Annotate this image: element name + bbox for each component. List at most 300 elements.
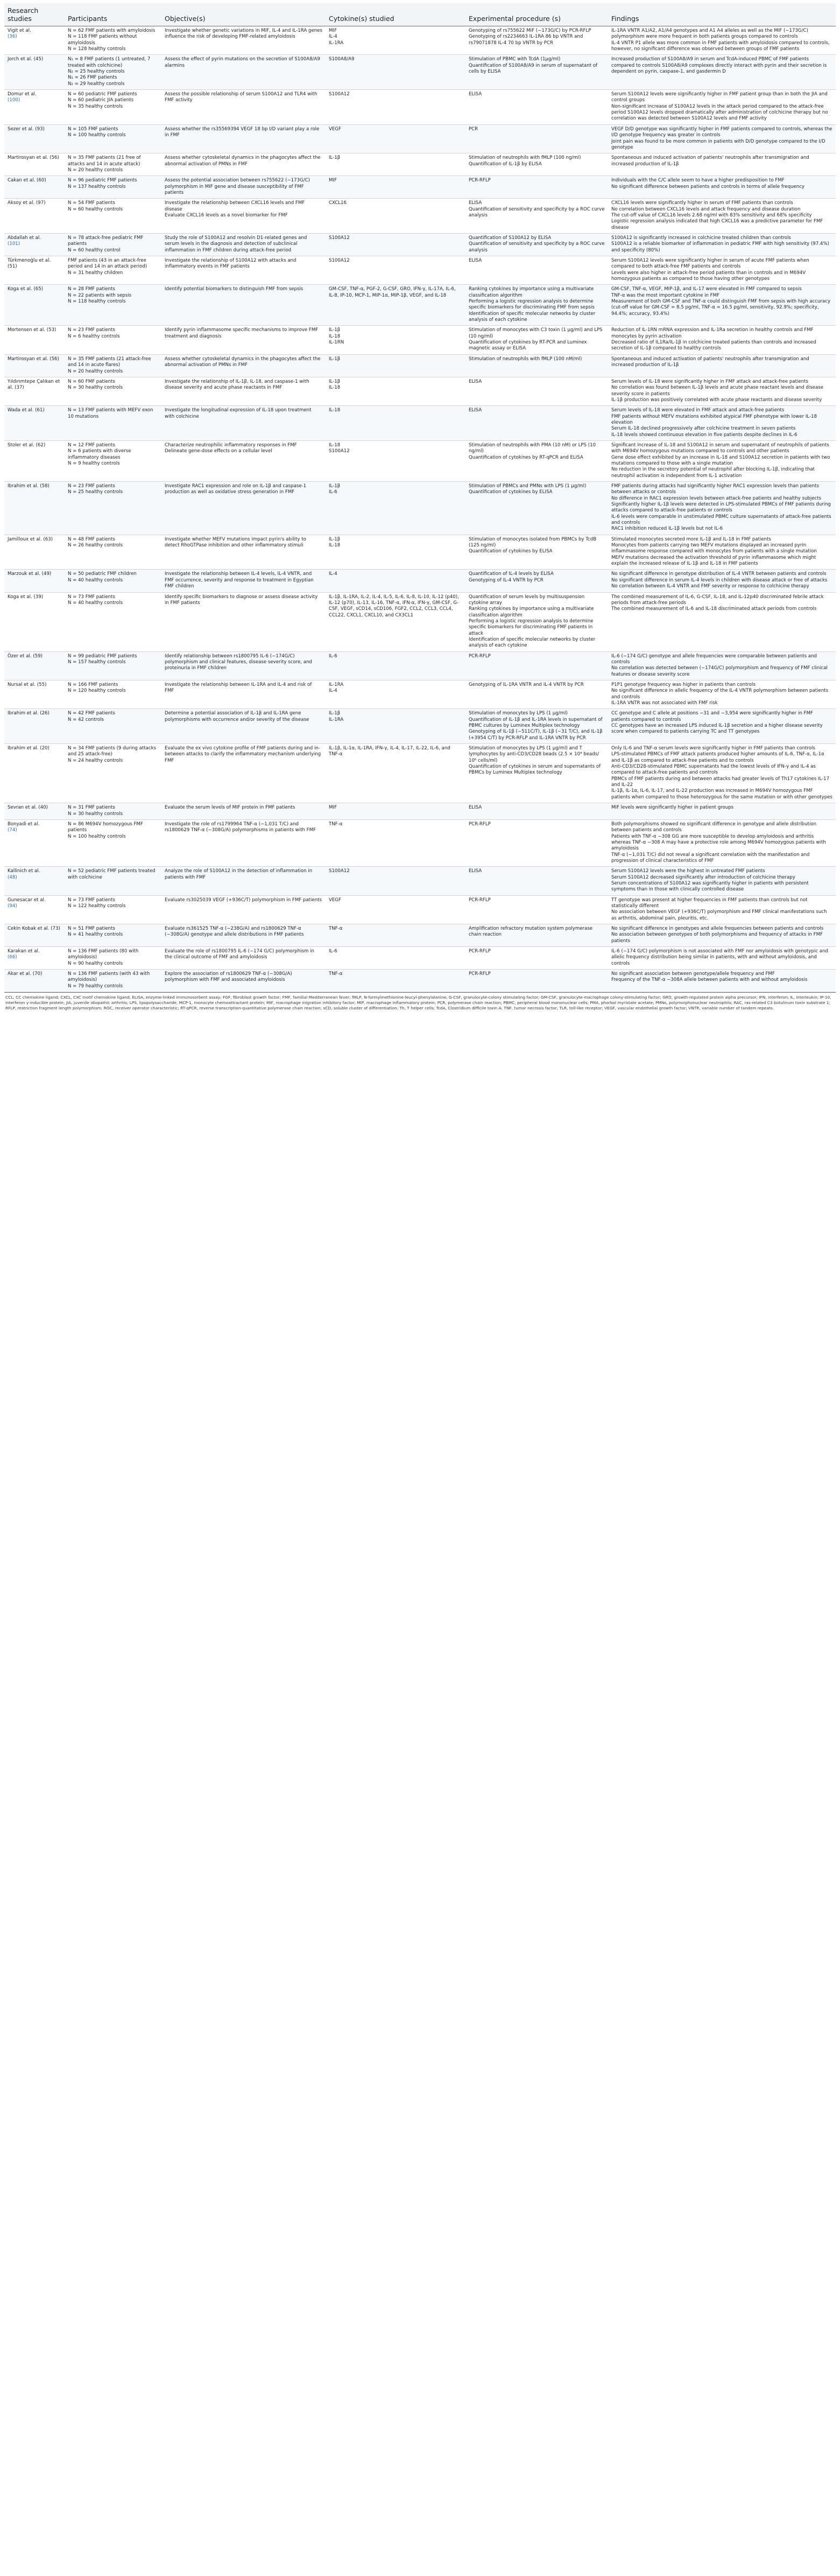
objectives-line: Investigate RAC1 expression and role on IL-1β and caspase-1 production as well as oxidative stress generation in FMF — [165, 483, 307, 495]
findings-line: Stimulated monocytes secreted more IL-1β and IL-18 in FMF patients — [611, 536, 771, 542]
participants-line: N = 34 FMF patients (9 during attacks and 25 attack-free) — [68, 746, 157, 757]
findings-line: Decreased ratio of IL1Ra/IL-1β in colchicine treated patients than controls and increased secretion of IL-1β compared to healthy controls — [611, 340, 816, 352]
findings-line: No significant difference between patients and controls in terms of allele frequency — [611, 184, 805, 189]
cell-procedure — [465, 535, 608, 570]
cell-study — [4, 326, 65, 354]
objectives-line: Evaluate CXCL16 levels as a novel biomarker for FMF — [165, 212, 288, 218]
procedure-line: Genotyping of IL-1RA VNTR and IL-4 VNTR by PCR — [469, 682, 584, 687]
participants-line: N = 6 healthy controls — [68, 333, 120, 339]
cell-findings — [608, 709, 836, 744]
cell-participants — [65, 153, 161, 176]
cell-participants — [65, 256, 161, 285]
table-row — [4, 406, 836, 441]
findings-line: VEGF D/D genotype was significantly higher in FMF patients compared to controls, whereas the I/D genotype frequency was greater in controls — [611, 126, 832, 138]
study-line: Mortensen et al. (53) — [8, 327, 57, 333]
findings-line: IL-1β production was positively correlated with acute phase reactants and disease severity — [611, 397, 822, 403]
cell-objectives — [161, 592, 326, 651]
objectives-line: Investigate the relationship of S100A12 with attacks and inflammatory events in FMF patients — [165, 258, 297, 270]
cytokines-line: IL-1β — [329, 356, 341, 362]
cytokines-line: VEGF — [329, 126, 341, 132]
objectives-line: Evaluate rs361525 TNF-α (−238G/A) and rs1800629 TNF-α (−308G/A) genotype and allele distributions in FMF patients — [165, 926, 304, 938]
findings-line: S100A12 is a reliable biomarker of inflammation in pediatric FMF with high sensitivity (97.4%) and specificity (80%) — [611, 241, 829, 253]
table-row — [4, 377, 836, 405]
cell-objectives — [161, 176, 326, 199]
cell-procedure — [465, 199, 608, 234]
participants-line: N = 100 healthy controls — [68, 833, 126, 839]
participants-line: N = 50 pediatric FMF children — [68, 571, 137, 577]
table-row — [4, 744, 836, 803]
participants-line: N = 23 FMF patients — [68, 327, 115, 333]
cell-objectives — [161, 895, 326, 924]
procedure-line: Quantification of sensitivity and specificity by a ROC curve analysis — [469, 241, 605, 253]
header-procedure: Experimental procedure (s) — [465, 3, 608, 26]
study-line: Nursal et al. (55) — [8, 682, 47, 687]
cytokines-line: S100A8/A9 — [329, 57, 355, 62]
procedure-line: Stimulation of monocytes isolated from PBMCs by TcdB (125 ng/ml) — [469, 536, 597, 549]
page — [0, 0, 840, 1011]
cell-study — [4, 176, 65, 199]
procedure-line: Stimulation of monocytes by LPS (1 μg/ml) and T lymphocytes by anti-CD3/CD28 beads (2.5 × 10⁴ beads/ 10⁶ cells/ml) — [469, 746, 599, 763]
findings-line: Logistic regression analysis indicated that high CXCL16 was a predictive parameter for FMF disease — [611, 219, 823, 230]
cell-objectives — [161, 199, 326, 234]
cell-procedure — [465, 592, 608, 651]
objectives-line: Identify specific biomarkers to diagnose or assess disease activity in FMF patients — [165, 594, 318, 606]
participants-line: N = 118 healthy controls — [68, 299, 126, 305]
cell-cytokines — [326, 176, 465, 199]
studies-table — [4, 3, 836, 992]
findings-line: Serum levels of IL-18 were elevated in FMF attack and attack-free patients — [611, 408, 785, 413]
cell-participants — [65, 592, 161, 651]
procedure-line: ELISA — [469, 805, 482, 811]
table-row — [4, 440, 836, 481]
cell-procedure — [465, 26, 608, 55]
findings-line: Spontaneous and induced activation of patients' neutrophils after transmigration and increased production of IL-1β — [611, 155, 809, 167]
findings-line: Patients with TNF-α −308 GG are more susceptible to develop amyloidosis and arthritis whereas TNF-α −308 A may have a protective role among M694V homozygous patients with amyloidosis — [611, 833, 826, 852]
cytokines-line: IL-18 — [329, 333, 341, 339]
cell-study — [4, 895, 65, 924]
cell-objectives — [161, 570, 326, 592]
study-line: Ibrahim et al. (20) — [8, 746, 50, 752]
cell-participants — [65, 406, 161, 441]
procedure-line: ELISA — [469, 200, 482, 206]
cell-cytokines — [326, 199, 465, 234]
cell-study — [4, 233, 65, 256]
cell-objectives — [161, 55, 326, 90]
cell-procedure — [465, 744, 608, 803]
cell-participants — [65, 176, 161, 199]
cell-findings — [608, 153, 836, 176]
cell-findings — [608, 819, 836, 866]
procedure-line: Identification of specific molecular networks by cluster analysis of each cytokine — [469, 311, 596, 323]
findings-line: FMF patients during attacks had significantly higher RAC1 expression levels than patients between attacks or controls — [611, 483, 819, 495]
procedure-line: Quantification of serum levels by multisuspension cytokine array — [469, 594, 585, 606]
study-line: Gunesacar et al. — [8, 897, 46, 903]
participants-line: N = 40 healthy controls — [68, 600, 123, 606]
findings-line: No correlation between IL-4 VNTR and FMF severity or response to colchicine therapy — [611, 584, 809, 589]
findings-line: CC genotype and C allele at positions −31 and −3,954 were significantly higher in FMF patients compared to controls — [611, 711, 813, 722]
objectives-line: Assess whether the rs35569394 VEGF 18 bp I/D variant play a role in FMF — [165, 126, 320, 138]
participants-line: N = 30 healthy controls — [68, 385, 123, 391]
procedure-line: PCR-RFLP — [469, 949, 491, 954]
participants-line: N = 137 healthy controls — [68, 184, 126, 189]
participants-line: N = 122 healthy controls — [68, 903, 126, 909]
findings-line: IL-18 levels showed continuous elevation in five patients despite declines in IL-6 — [611, 432, 797, 438]
cell-cytokines — [326, 55, 465, 90]
cell-study — [4, 354, 65, 377]
objectives-line: Characterize neutrophilic inflammatory responses in FMF — [165, 442, 297, 448]
cell-cytokines — [326, 233, 465, 256]
findings-line: MEFV mutations decreased the activation threshold of pyrin inflammasome which might explain the increased release of IL-1β and IL-18 in FMF patients — [611, 554, 816, 567]
procedure-line: Quantification of S100A8/A9 in serum of supernatant of cells by ELISA — [469, 62, 598, 75]
cell-participants — [65, 651, 161, 680]
cell-cytokines — [326, 256, 465, 285]
cell-study — [4, 535, 65, 570]
cell-objectives — [161, 709, 326, 744]
cell-procedure — [465, 651, 608, 680]
procedure-line: Quantification of cytokines in serum and supernatants of PBMCs by Luminex Multiplex technology — [469, 764, 601, 776]
procedure-line: ELISA — [469, 868, 482, 874]
table-row — [4, 354, 836, 377]
findings-line: LPS-stimulated PBMCs of FMF attack patients produced higher amounts of IL-6, TNF-α, IL-1α and IL-1β as compared to attack-free patients and to controls — [611, 752, 824, 763]
objectives-line: Assess whether cytoskeletal dynamics in the phagocytes affect the abnormal activation of PMNs in FMF — [165, 155, 321, 167]
objectives-line: Investigate the role of rs1799964 TNF-α (−1,031 T/C) and rs1800629 TNF-α (−308G/A) polymorphisms in patients with FMF — [165, 821, 316, 833]
procedure-line: PCR-RFLP — [469, 971, 491, 977]
procedure-line: Genotyping of IL-1β (−511C/T), IL-1β (−31 T/C), and IL-1β (+3954 C/T) by PCR-RFLP and IL-1RA VNTR by PCR — [469, 729, 603, 741]
cell-cytokines — [326, 124, 465, 153]
cell-objectives — [161, 680, 326, 708]
study-line: Özer et al. (59) — [8, 653, 43, 659]
header-objectives: Objective(s) — [161, 3, 326, 26]
cell-participants — [65, 895, 161, 924]
cytokines-line: IL-1β, IL-1RA, IL-2, IL-4, IL-5, IL-6, IL-8, IL-10, IL-12 (p40), IL-12 (p70), IL-13, IL-16, TNF-α, IFN-α, IFN-γ, GM-CSF, G-CSF, VEGF, sCD14, sCD106, FGF2, CCL2, CCL3, CCL4, CCL22, CXCL1, CXCL10, and CX3CL1 — [329, 594, 459, 618]
objectives-line: Evaluate rs3025039 VEGF (+936C/T) polymorphism in FMF patients — [165, 897, 322, 903]
cell-procedure — [465, 285, 608, 326]
cell-objectives — [161, 947, 326, 970]
cell-study — [4, 947, 65, 970]
procedure-line: Stimulation of neutrophils with fMLP (100 ng/ml) — [469, 155, 581, 161]
participants-line: N = 12 FMF patients — [68, 442, 115, 448]
objectives-line: Investigate the relationship between IL-1RA and IL-4 and risk of FMF — [165, 682, 312, 694]
cell-study — [4, 256, 65, 285]
procedure-line: Quantification of S100A12 by ELISA — [469, 235, 552, 241]
cell-findings — [608, 947, 836, 970]
cytokines-line: IL-18 — [329, 385, 341, 391]
findings-line: Serum S100A12 levels were the highest in untreated FMF patients — [611, 868, 765, 874]
findings-line: No difference in RAC1 expression levels between attack-free patients and healthy subjects — [611, 495, 822, 501]
objectives-line: Determine a potential association of IL-1β and IL-1RA gene polymorphisms with occurrence and/or severity of the disease — [165, 711, 309, 722]
cell-objectives — [161, 867, 326, 895]
participants-line: N = 73 FMF patients — [68, 897, 115, 903]
cell-participants — [65, 377, 161, 405]
cell-objectives — [161, 406, 326, 441]
cell-procedure — [465, 947, 608, 970]
objectives-line: Investigate the relationship between CXCL16 levels and FMF disease — [165, 200, 305, 212]
cell-procedure — [465, 233, 608, 256]
procedure-line: PCR-RFLP — [469, 653, 491, 659]
table-row — [4, 592, 836, 651]
cell-participants — [65, 233, 161, 256]
participants-line: N₁ = 26 FMF patients — [68, 75, 117, 81]
participants-line: N = 60 pediatric FMF patients — [68, 92, 137, 97]
participants-line: N = 26 healthy controls — [68, 543, 123, 549]
cell-cytokines — [326, 570, 465, 592]
findings-line: GM-CSF, TNF-α, VEGF, MIP-1β, and IL-17 were elevated in FMF compared to sepsis — [611, 286, 802, 292]
findings-line: Spontaneous and induced activation of patients' neutrophils after transmigration and increased production of IL-1β — [611, 356, 809, 368]
cell-study — [4, 744, 65, 803]
table-row — [4, 233, 836, 256]
cell-participants — [65, 26, 161, 55]
findings-line: No significant difference in allelic frequency of the IL-4 VNTR polymorphism between patients and controls — [611, 688, 829, 700]
procedure-line: PCR-RFLP — [469, 178, 491, 184]
cell-study — [4, 285, 65, 326]
cell-objectives — [161, 970, 326, 992]
procedure-line: Quantification of cytokines by ELISA — [469, 549, 553, 554]
cell-findings — [608, 744, 836, 803]
cell-objectives — [161, 90, 326, 125]
cell-procedure — [465, 867, 608, 895]
cell-cytokines — [326, 970, 465, 992]
cell-procedure — [465, 406, 608, 441]
table-row — [4, 803, 836, 820]
table-row — [4, 535, 836, 570]
cell-participants — [65, 124, 161, 153]
findings-line: PBMCs of FMF patients during and between attacks had greater levels of Th17 cytokines IL-17 and IL-22 — [611, 776, 830, 788]
cytokines-line: IL-6 — [329, 489, 337, 495]
cell-objectives — [161, 744, 326, 803]
cell-objectives — [161, 26, 326, 55]
table-row — [4, 55, 836, 90]
findings-line: Monocytes from patients carrying two MEFV mutations displayed an increased pyrin inflammasome response compared with monocytes from patients with a single mutation — [611, 543, 817, 554]
findings-line: IL-1RA VNTR A1/A2, A1/A4 genotypes and A1 A4 alleles as well as the MIF (−173G/C) polymorphism were more frequent in both patients groups compared to controls — [611, 28, 808, 40]
participants-line: N = 22 patients with sepsis — [68, 292, 132, 298]
study-line: Cekin Kobak et al. (73) — [8, 926, 60, 931]
participants-line: N = 41 healthy controls — [68, 932, 123, 938]
findings-line: Individuals with the C/C allele seem to have a higher predisposition to FMF — [611, 178, 785, 184]
study-line: Jorch et al. (45) — [8, 57, 44, 62]
participants-line: N = 35 FMF patients (21 free of attacks and 14 in acute attack) — [68, 155, 141, 167]
objectives-line: Assess the potential association between rs755622 (−173G/C) polymorphism in MIF gene and disease susceptibility of FMF patients — [165, 178, 310, 195]
cell-cytokines — [326, 535, 465, 570]
header-findings: Findings — [608, 3, 836, 26]
cell-findings — [608, 535, 836, 570]
cell-participants — [65, 680, 161, 708]
objectives-line: Explore the association of rs1800629 TNF-α (−308G/A) polymorphism with FMF and associated amyloidosis — [165, 971, 292, 983]
cell-cytokines — [326, 895, 465, 924]
cell-study — [4, 924, 65, 947]
cell-participants — [65, 819, 161, 866]
table-row — [4, 153, 836, 176]
cell-procedure — [465, 377, 608, 405]
findings-line: Both polymorphisms showed no significant difference in genotype and allele distribution between patients and controls — [611, 821, 817, 833]
findings-line: IL-6 (−174 G/C) genotype and allele frequencies were comparable between patients and controls — [611, 653, 817, 665]
cell-procedure — [465, 819, 608, 866]
cytokines-line: VEGF — [329, 897, 341, 903]
cytokines-line: IL-1β — [329, 483, 341, 489]
cell-findings — [608, 924, 836, 947]
objectives-line: Evaluate the ex vivo cytokine profile of FMF patients during and in-between attacks to clarify the inflammatory mechanism underlying FMF — [165, 746, 321, 763]
cell-study — [4, 651, 65, 680]
findings-line: Joint pain was found to be more common in patients with D/D genotype compared to the I/D genotype — [611, 138, 825, 150]
findings-line: TT genotype was present at higher frequencies in FMF patients than controls but not statistically different — [611, 897, 808, 909]
cell-study — [4, 26, 65, 55]
participants-line: N = 60 pediatric JIA patients — [68, 97, 134, 103]
findings-line: CXCL16 levels were significantly higher in serum of FMF patients than controls — [611, 200, 793, 206]
findings-line: The combined measurement of IL-6, G-CSF, IL-18, and IL-12p40 discriminated febrile attack periods from attack-free periods — [611, 594, 824, 606]
cytokines-line: IL-1RA — [329, 682, 344, 687]
cell-study — [4, 124, 65, 153]
procedure-line: Genotyping of IL-4 VNTR by PCR — [469, 577, 543, 583]
participants-line: N = 13 FMF patients with MEFV exon 10 mutations — [68, 408, 153, 419]
cell-study — [4, 440, 65, 481]
findings-line: No association between genotypes of both polymorphisms and frequency of attacks in FMF patients — [611, 932, 823, 944]
table-row — [4, 90, 836, 125]
cell-participants — [65, 947, 161, 970]
cytokines-line: IL-1β, IL-1α, IL-1RA, IFN-γ, IL-4, IL-17, IL-22, IL-6, and TNF-α — [329, 746, 450, 757]
findings-line: CC genotypes have an increased LPS induced IL-1β secretion and a higher disease severity score when compared to patients carrying TC and TT genotypes — [611, 723, 823, 735]
cell-participants — [65, 535, 161, 570]
cell-procedure — [465, 55, 608, 90]
cell-participants — [65, 570, 161, 592]
findings-line: TNF-α was the most important cytokine in FMF — [611, 292, 719, 298]
cell-cytokines — [326, 440, 465, 481]
table-row — [4, 970, 836, 992]
procedure-line: PCR-RFLP — [469, 821, 491, 827]
procedure-line: Stimulation of neutrophils with fMLP (100 nM/ml) — [469, 356, 582, 362]
participants-line: FMF patients (43 in an attack-free period and 14 in an attack period) — [68, 258, 147, 270]
cell-participants — [65, 199, 161, 234]
procedure-line: Genotyping of rs2234663 IL-1RA 86 bp VNTR and rs79071878 IL-4 70 bp VNTR by PCR — [469, 34, 583, 46]
findings-line: Serum concentrations of S100A12 was significantly higher in patients with persistent symptoms than in those with clinically controlled disease — [611, 880, 809, 893]
findings-line: No correlation between CXCL16 levels and attack frequency and disease duration — [611, 206, 801, 212]
participants-line: N = 35 FMF patients (21 attack-free and 14 in acute flares) — [68, 356, 151, 368]
participants-line: N = 157 healthy controls — [68, 659, 126, 665]
objectives-line: Assess whether cytoskeletal dynamics in the phagocytes affect the abnormal activation of PMNs in FMF — [165, 356, 321, 368]
findings-line: Only IL-6 and TNF-α serum levels were significantly higher in FMF patients than controls — [611, 746, 815, 752]
participants-line: N = 78 attack-free pediatric FMF patients — [68, 235, 144, 247]
participants-line: N = 118 FMF patients without amyloidosis — [68, 34, 137, 46]
cell-participants — [65, 440, 161, 481]
table-row — [4, 924, 836, 947]
study-line: Bonyadi et al. — [8, 821, 40, 827]
cell-objectives — [161, 440, 326, 481]
cell-study — [4, 570, 65, 592]
findings-line: Increased production of S100A8/A9 in serum and TcdA-induced PBMC of FMF patients compared to controls S100A8/A9 complexes directly interact with pyrin and their secretion is dependent on pyrin, caspase-1, and gasdermin D — [611, 57, 827, 75]
cell-findings — [608, 570, 836, 592]
cell-objectives — [161, 233, 326, 256]
participants-line: N₁ = 8 FMF patients (1 untreated, 7 treated with colchicine) — [68, 57, 151, 68]
participants-line: N = 73 FMF patients — [68, 594, 115, 600]
findings-line: IL-1β, IL-1α, IL-6, IL-17, and IL-22 production was increased in M694V homozygous FMF patients when compared to those heterozygous for the same mutation or with other genotypes — [611, 788, 832, 800]
participants-line: N₂ = 25 healthy controls — [68, 69, 125, 75]
participants-line: N = 128 healthy controls — [68, 46, 126, 52]
cell-cytokines — [326, 354, 465, 377]
cell-cytokines — [326, 947, 465, 970]
cytokines-line: CXCL16 — [329, 200, 347, 206]
study-line: (94) — [8, 903, 17, 909]
header-participants: Participants — [65, 3, 161, 26]
procedure-line: ELISA — [469, 92, 482, 97]
cell-participants — [65, 803, 161, 820]
cell-cytokines — [326, 26, 465, 55]
participants-line: N = 20 healthy controls — [68, 368, 123, 374]
cytokines-line: S100A12 — [329, 868, 350, 874]
study-line: Vigit et al. — [8, 28, 31, 33]
participants-line: N = 100 healthy controls — [68, 132, 126, 138]
cytokines-line: IL-18 — [329, 408, 341, 413]
cell-procedure — [465, 924, 608, 947]
table-row — [4, 651, 836, 680]
procedure-line: Stimulation of neutrophils with PMA (10 nM) or LPS (10 ng/ml) — [469, 442, 596, 454]
cytokines-line: GM-CSF, TNF-α, PGF-2, G-CSF, GRO, IFN-γ, IL-17A, IL-6, IL-8, IP-10, MCP-1, MIP-1α, MIP-1β, VEGF, and IL-18 — [329, 286, 456, 298]
findings-line: Levels were also higher in attack-free period patients than in controls and in M694V homozygous patients as compared to those having other genotypes — [611, 270, 806, 282]
procedure-line: Quantification of IL-1β by ELISA — [469, 161, 542, 167]
objectives-line: Assess the effect of pyrin mutations on the secretion of S100A8/A9 alarmins — [165, 57, 320, 68]
participants-line: N = 86 M694V homozygous FMF patients — [68, 821, 143, 833]
cell-objectives — [161, 256, 326, 285]
study-line: (48) — [8, 874, 17, 880]
cytokines-line: S100A12 — [329, 448, 350, 454]
findings-line: Serum levels of IL-18 were significantly higher in FMF attack and attack-free patients — [611, 378, 808, 384]
findings-line: No significant association between genotype/allele frequency and FMF — [611, 971, 775, 977]
participants-line: N = 6 patients with diverse inflammatory diseases — [68, 448, 131, 460]
procedure-line: Performing a logistic regression analysis to determine specific biomarkers for discriminating FMF patients in attack — [469, 618, 594, 636]
header-cytokines: Cytokine(s) studied — [326, 3, 465, 26]
cell-findings — [608, 895, 836, 924]
table-row — [4, 326, 836, 354]
cell-cytokines — [326, 482, 465, 535]
study-line: Ibrahim et al. (26) — [8, 711, 50, 717]
procedure-line: Quantification of IL-4 levels by ELISA — [469, 571, 554, 577]
cell-procedure — [465, 440, 608, 481]
cell-objectives — [161, 535, 326, 570]
procedure-line: Quantification of cytokines by ELISA — [469, 489, 553, 495]
cell-procedure — [465, 970, 608, 992]
study-line: Martirosyan et al. (56) — [8, 356, 59, 362]
cell-cytokines — [326, 90, 465, 125]
cell-findings — [608, 440, 836, 481]
objectives-line: Identify pyrin inflammasome specific mechanisms to improve FMF treatment and diagnosis — [165, 327, 319, 339]
cell-participants — [65, 326, 161, 354]
cell-objectives — [161, 924, 326, 947]
cell-objectives — [161, 651, 326, 680]
cell-objectives — [161, 377, 326, 405]
cytokines-line: IL-1β — [329, 327, 341, 333]
findings-line: Anti-CD3/CD28-stimulated PBMC supernatants had the lowest levels of IFN-γ and IL-4 as compared to attack-free patients and controls — [611, 764, 816, 776]
cytokines-line: IL-1β — [329, 711, 341, 717]
cell-study — [4, 819, 65, 866]
cell-objectives — [161, 819, 326, 866]
participants-line: N = 136 FMF patients (with 43 with amyloidosis) — [68, 971, 150, 983]
findings-line: Serum S100A12 decreased significantly after introduction of colchicine therapy — [611, 874, 795, 880]
participants-line: N = 35 healthy controls — [68, 103, 123, 109]
cell-cytokines — [326, 153, 465, 176]
participants-line: N = 60 healthy control — [68, 247, 121, 253]
objectives-line: Study the role of S100A12 and resolvin D1-related genes and serum levels in the diagnosis and detection of subclinical inflammation in FMF children during attack-free period — [165, 235, 307, 253]
cell-cytokines — [326, 406, 465, 441]
procedure-line: Stimulation of monocytes with C3 toxin (1 μg/ml) and LPS (10 ng/ml) — [469, 327, 603, 339]
cell-cytokines — [326, 803, 465, 820]
findings-line: No association between VEGF (+936C/T) polymorphism and FMF clinical manifestations such as arthritis, abdominal pain, pleuritis, etc. — [611, 909, 827, 921]
cell-procedure — [465, 895, 608, 924]
cell-procedure — [465, 326, 608, 354]
study-line: Ibrahim et al. (58) — [8, 483, 50, 489]
table-row — [4, 867, 836, 895]
table-row — [4, 709, 836, 744]
findings-line: The cut-off value of CXCL16 levels 2.68 ng/ml with 83% sensitivity and 68% specificity — [611, 212, 812, 218]
cell-findings — [608, 285, 836, 326]
cell-cytokines — [326, 377, 465, 405]
study-line: Sezer et al. (93) — [8, 126, 45, 132]
